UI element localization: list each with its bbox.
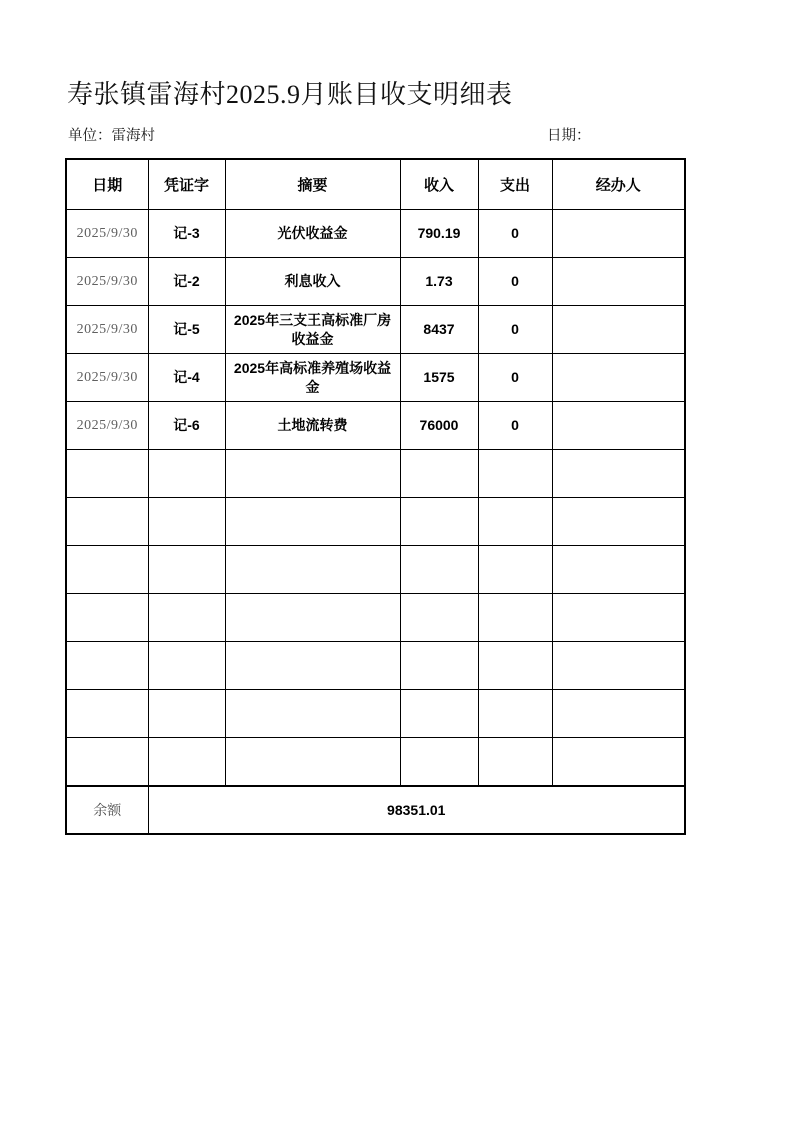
empty-cell: [148, 738, 225, 787]
empty-cell: [148, 690, 225, 738]
date-cell: 2025/9/30: [66, 354, 148, 402]
expense-cell: 0: [478, 354, 552, 402]
empty-cell: [478, 738, 552, 787]
date-cell: 2025/9/30: [66, 402, 148, 450]
voucher-cell: 记-2: [148, 258, 225, 306]
balance-label: 余额: [66, 786, 148, 834]
handler-cell: [552, 258, 685, 306]
empty-cell: [66, 594, 148, 642]
date-cell: 2025/9/30: [66, 306, 148, 354]
balance-value: 98351.01: [148, 786, 685, 834]
table-row: [66, 402, 685, 450]
empty-cell: [478, 546, 552, 594]
empty-cell: [66, 690, 148, 738]
empty-cell: [225, 546, 400, 594]
income-cell: 1575: [400, 354, 478, 402]
empty-cell: [478, 450, 552, 498]
empty-cell: [400, 642, 478, 690]
income-cell: 76000: [400, 402, 478, 450]
header-row: [66, 159, 685, 210]
summary-cell: 光伏收益金: [225, 210, 400, 258]
summary-cell: 土地流转费: [225, 402, 400, 450]
empty-cell: [66, 546, 148, 594]
table-row: [66, 258, 685, 306]
empty-cell: [400, 690, 478, 738]
empty-cell: [66, 738, 148, 787]
voucher-cell: 记-6: [148, 402, 225, 450]
date-cell: 2025/9/30: [66, 210, 148, 258]
empty-table-row: [66, 594, 685, 642]
empty-cell: [400, 498, 478, 546]
summary-cell: 2025年三支王高标准厂房收益金: [225, 306, 400, 354]
empty-cell: [478, 690, 552, 738]
empty-cell: [552, 738, 685, 787]
summary-cell: 2025年高标准养殖场收益金: [225, 354, 400, 402]
empty-cell: [148, 450, 225, 498]
empty-cell: [148, 594, 225, 642]
table-row: [66, 210, 685, 258]
table-row: [66, 306, 685, 354]
summary-cell: 利息收入: [225, 258, 400, 306]
empty-cell: [400, 546, 478, 594]
empty-table-row: [66, 546, 685, 594]
voucher-cell: 记-4: [148, 354, 225, 402]
expense-cell: 0: [478, 210, 552, 258]
unit-label: 单位：雷海村: [68, 128, 155, 144]
empty-cell: [478, 498, 552, 546]
voucher-cell: 记-5: [148, 306, 225, 354]
empty-cell: [225, 738, 400, 787]
header-cell-summary: 摘要: [225, 159, 400, 210]
empty-cell: [225, 594, 400, 642]
empty-table-row: [66, 450, 685, 498]
empty-table-row: [66, 498, 685, 546]
empty-cell: [400, 594, 478, 642]
empty-cell: [225, 450, 400, 498]
empty-cell: [478, 594, 552, 642]
voucher-cell: 记-3: [148, 210, 225, 258]
empty-cell: [66, 450, 148, 498]
handler-cell: [552, 354, 685, 402]
empty-cell: [225, 690, 400, 738]
empty-cell: [552, 690, 685, 738]
empty-cell: [552, 498, 685, 546]
expense-cell: 0: [478, 258, 552, 306]
handler-cell: [552, 210, 685, 258]
empty-cell: [148, 546, 225, 594]
empty-table-row: [66, 642, 685, 690]
empty-cell: [552, 642, 685, 690]
income-cell: 1.73: [400, 258, 478, 306]
handler-cell: [552, 402, 685, 450]
date-cell: 2025/9/30: [66, 258, 148, 306]
empty-cell: [66, 642, 148, 690]
empty-table-row: [66, 690, 685, 738]
empty-cell: [225, 498, 400, 546]
handler-cell: [552, 306, 685, 354]
empty-cell: [148, 498, 225, 546]
empty-cell: [400, 450, 478, 498]
header-cell-expense: 支出: [478, 159, 552, 210]
header-cell-date: 日期: [66, 159, 148, 210]
expense-cell: 0: [478, 402, 552, 450]
expense-cell: 0: [478, 306, 552, 354]
header-cell-voucher: 凭证字: [148, 159, 225, 210]
balance-row: [66, 786, 685, 834]
empty-cell: [552, 546, 685, 594]
empty-cell: [225, 642, 400, 690]
empty-cell: [478, 642, 552, 690]
ledger-table: [65, 158, 686, 835]
date-label: 日期：: [547, 128, 591, 144]
empty-table-row: [66, 738, 685, 787]
empty-cell: [400, 738, 478, 787]
empty-cell: [66, 498, 148, 546]
table-row: [66, 354, 685, 402]
empty-cell: [552, 450, 685, 498]
income-cell: 8437: [400, 306, 478, 354]
income-cell: 790.19: [400, 210, 478, 258]
header-cell-handler: 经办人: [552, 159, 685, 210]
meta-line: [0, 124, 793, 144]
page-title: 寿张镇雷海村2025.9月账目收支明细表: [67, 80, 513, 109]
empty-cell: [552, 594, 685, 642]
header-cell-income: 收入: [400, 159, 478, 210]
empty-cell: [148, 642, 225, 690]
